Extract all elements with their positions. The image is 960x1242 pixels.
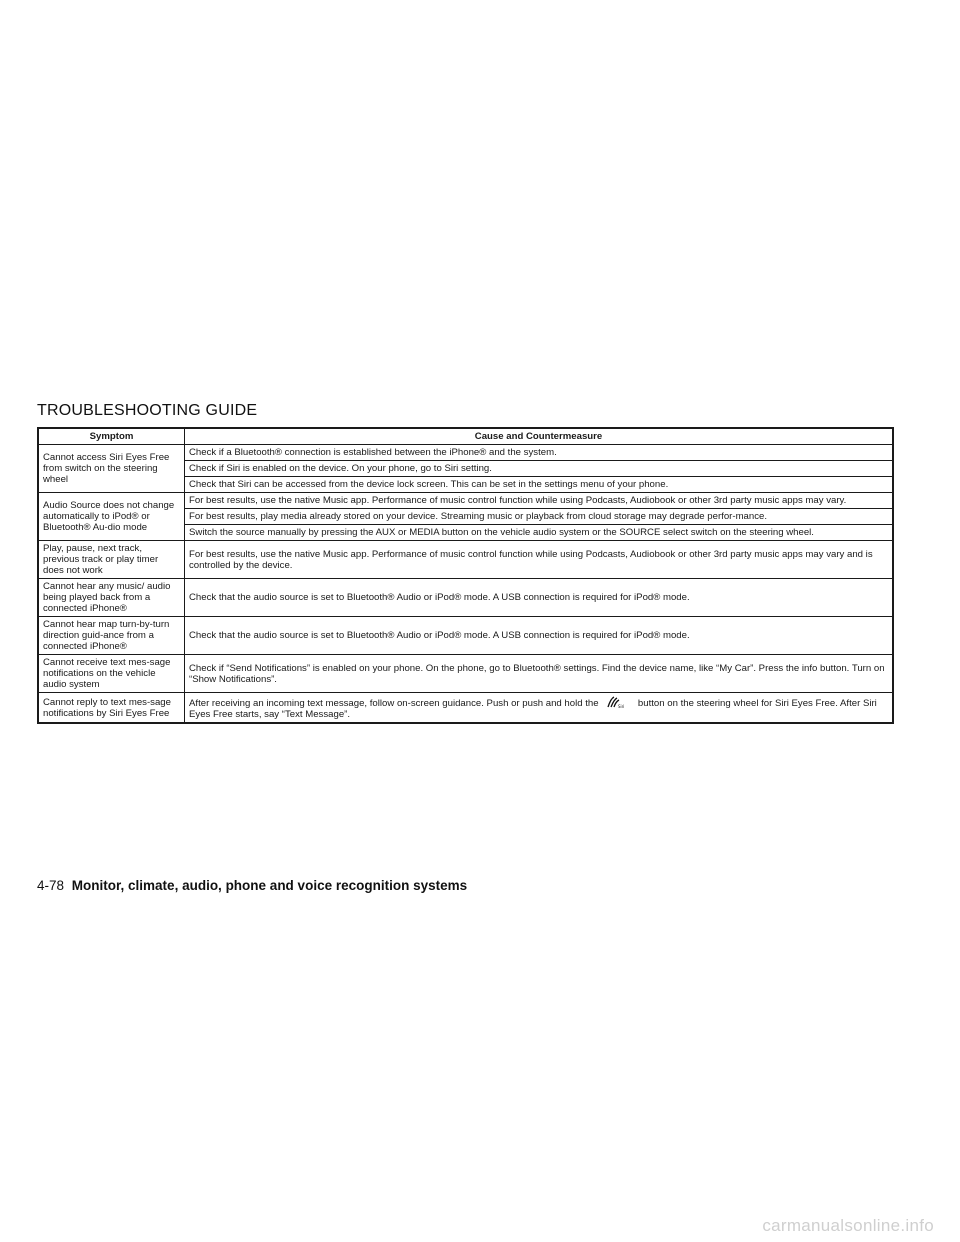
page-number: 4-78	[37, 878, 65, 893]
cause-cell: Check if Siri is enabled on the device. On your phone, go to Siri setting.	[185, 461, 894, 477]
column-header-symptom: Symptom	[38, 428, 185, 445]
cause-cell: For best results, use the native Music app. Performance of music control function while using Podcasts, Audiobook or other 3rd party music apps may vary and is controlled by the device.	[185, 541, 894, 579]
symptom-cell: Cannot receive text mes-sage notifications on the vehicle audio system	[38, 655, 185, 693]
cause-text-after-icon: button on the steering wheel for Siri Eyes Free. After Siri Eyes Free starts, say “Text Message”.	[189, 698, 877, 720]
troubleshooting-table	[37, 427, 894, 724]
symptom-cell: Audio Source does not change automatically to iPod® or Bluetooth® Au-dio mode	[38, 493, 185, 541]
cause-cell	[185, 693, 894, 724]
table-row	[38, 445, 893, 461]
column-header-cause: Cause and Countermeasure	[185, 428, 894, 445]
cause-cell: Switch the source manually by pressing the AUX or MEDIA button on the vehicle audio system or the SOURCE select switch on the steering wheel.	[185, 525, 894, 541]
svg-text:Siri: Siri	[618, 704, 625, 709]
symptom-cell: Cannot hear any music/ audio being played back from a connected iPhone®	[38, 579, 185, 617]
cause-cell: Check if “Send Notifications” is enabled on your phone. On the phone, go to Bluetooth® settings. Find the device name, like “My Car”. Press the info button. Turn on “Show Notifications”.	[185, 655, 894, 693]
symptom-cell: Cannot hear map turn-by-turn direction guid-ance from a connected iPhone®	[38, 617, 185, 655]
symptom-cell: Cannot access Siri Eyes Free from switch on the steering wheel	[38, 445, 185, 493]
cause-cell: Check that the audio source is set to Bluetooth® Audio or iPod® mode. A USB connection is required for iPod® mode.	[185, 617, 894, 655]
cause-cell: For best results, play media already stored on your device. Streaming music or playback from cloud storage may degrade perfor-mance.	[185, 509, 894, 525]
cause-cell: Check that Siri can be accessed from the device lock screen. This can be set in the settings menu of your phone.	[185, 477, 894, 493]
table-header-row	[38, 428, 893, 445]
symptom-cell: Play, pause, next track, previous track or play timer does not work	[38, 541, 185, 579]
table-row	[38, 617, 893, 655]
table-row	[38, 579, 893, 617]
cause-text-before-icon: After receiving an incoming text message, follow on-screen guidance. Push or push and hold the	[189, 698, 599, 709]
table-row	[38, 493, 893, 509]
watermark-link[interactable]: carmanualsonline.info	[762, 1216, 934, 1235]
voice-recognition-icon	[605, 695, 631, 709]
table-row	[38, 541, 893, 579]
cause-cell: For best results, use the native Music app. Performance of music control function while using Podcasts, Audiobook or other 3rd party music apps may vary.	[185, 493, 894, 509]
page-footer	[37, 878, 467, 893]
table-row	[38, 693, 893, 724]
section-title: Monitor, climate, audio, phone and voice recognition systems	[71, 878, 468, 893]
cause-cell: Check that the audio source is set to Bluetooth® Audio or iPod® mode. A USB connection is required for iPod® mode.	[185, 579, 894, 617]
page-title: TROUBLESHOOTING GUIDE	[37, 402, 258, 419]
cause-cell: Check if a Bluetooth® connection is established between the iPhone® and the system.	[185, 445, 894, 461]
table-row	[38, 655, 893, 693]
symptom-cell: Cannot reply to text mes-sage notifications by Siri Eyes Free	[38, 693, 185, 724]
